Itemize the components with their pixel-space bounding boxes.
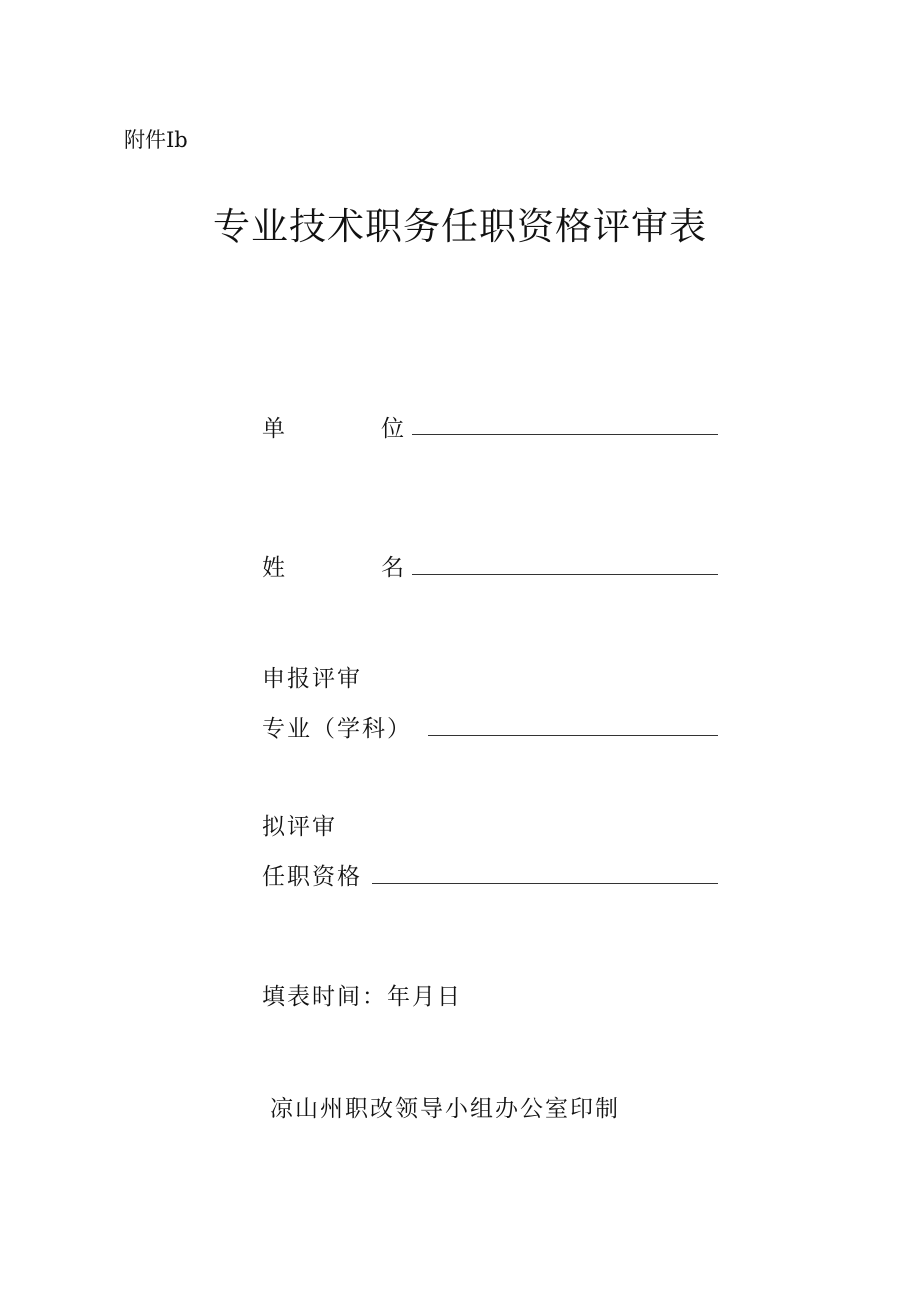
name-label-char2: 名 bbox=[381, 555, 404, 581]
fill-date: 填表时间：年月日 bbox=[262, 984, 462, 1010]
major-label-line2: 专业（学科） bbox=[262, 716, 412, 742]
attachment-label: 附件Ib bbox=[124, 128, 188, 152]
name-label bbox=[262, 549, 404, 582]
unit-label bbox=[262, 410, 404, 443]
major-label-line1: 申报评审 bbox=[262, 666, 362, 692]
major-input-line[interactable] bbox=[428, 735, 718, 736]
qualification-label-line2: 任职资格 bbox=[262, 864, 362, 890]
name-input-line[interactable] bbox=[412, 574, 718, 575]
unit-label-char1: 单 bbox=[262, 416, 285, 442]
unit-label-char2: 位 bbox=[381, 416, 404, 442]
issuer-text: 凉山州职改领导小组办公室印制 bbox=[270, 1096, 620, 1122]
qualification-label-line1: 拟评审 bbox=[262, 814, 337, 840]
unit-input-line[interactable] bbox=[412, 434, 718, 435]
page-title: 专业技术职务任职资格评审表 bbox=[213, 205, 707, 248]
qualification-input-line[interactable] bbox=[372, 883, 718, 884]
name-label-char1: 姓 bbox=[262, 555, 285, 581]
